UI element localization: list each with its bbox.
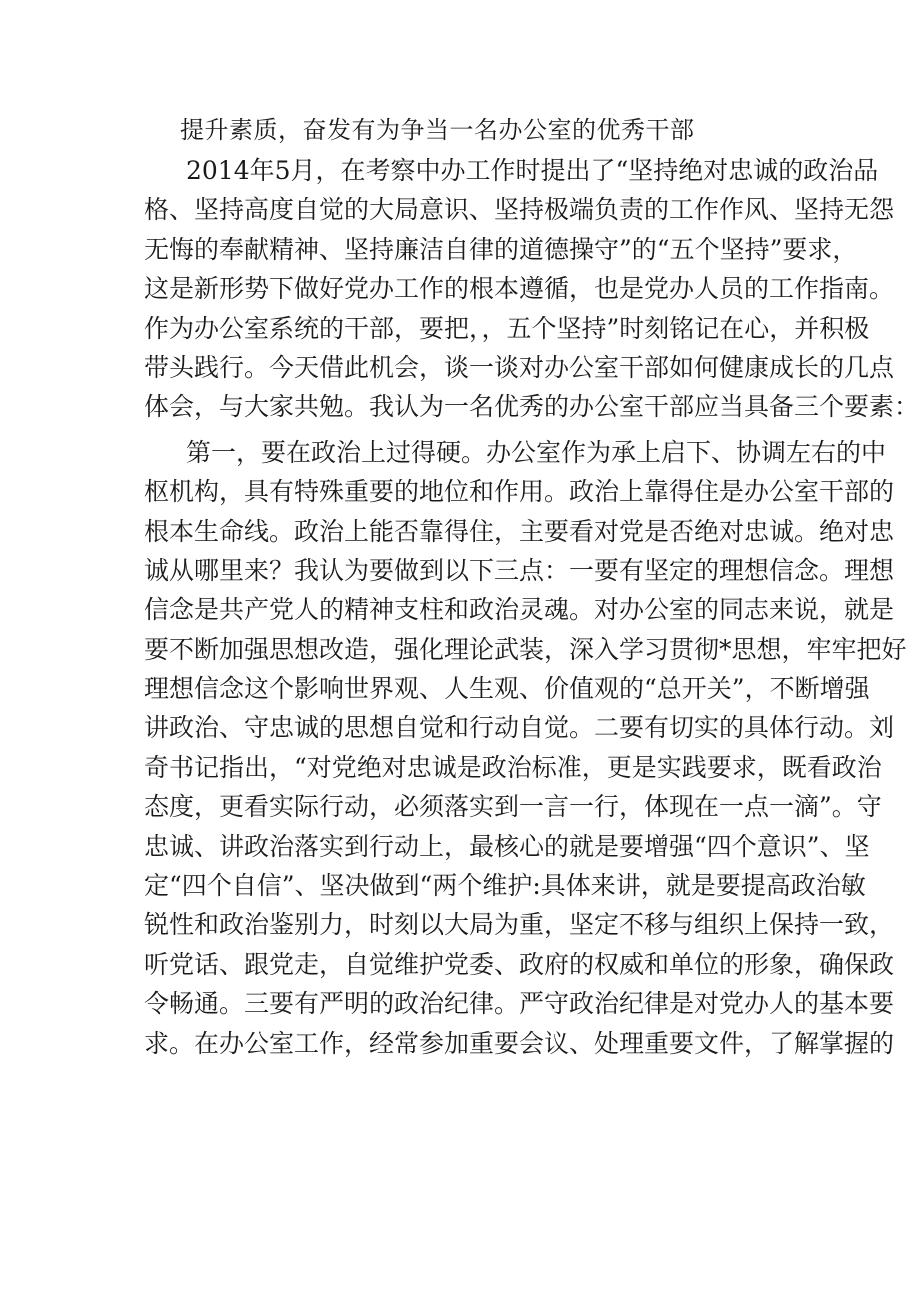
text-line: 诚从哪里来？我认为要做到以下三点：一要有坚定的理想信念。理想 (144, 555, 895, 585)
text-line: 态度，更看实际行动，必须落实到一言一行，体现在一点一滴”。守 (144, 792, 882, 822)
text-line: 2014年5月，在考察中办工作时提出了“坚持绝对忠诚的政治品 (186, 156, 879, 185)
paragraph-first-point (144, 433, 907, 1063)
text-line: 作为办公室系统的干部，要把，，五个坚持”时刻铭记在心，并积极 (144, 313, 870, 343)
text-line: 这是新形势下做好党办工作的根本遵循，也是党办人员的工作指南。 (144, 274, 895, 304)
text-line: 令畅通。三要有严明的政治纪律。严守政治纪律是对党办人的基本要 (144, 989, 895, 1019)
text-line: 第一，要在政治上过得硬。办公室作为承上启下、协调左右的中 (186, 437, 887, 467)
text-line: 忠诚、讲政治落实到行动上，最核心的就是要增强“四个意识”、坚 (144, 831, 870, 861)
text-line: 理想信念这个影响世界观、人生观、价值观的“总开关”，不断增强 (144, 674, 870, 704)
text-line: 根本生命线。政治上能否靠得住，主要看对党是否绝对忠诚。绝对忠 (144, 516, 895, 546)
text-line: 求。在办公室工作，经常参加重要会议、处理重要文件，了解掌握的 (144, 1028, 895, 1058)
text-line: 格、坚持高度自觉的大局意识、坚持极端负责的工作作风、坚持无怨 (144, 195, 895, 225)
document-page (144, 110, 920, 1063)
text-line: 锐性和政治鉴别力，时刻以大局为重，坚定不移与组织上保持一致， (144, 910, 895, 940)
text-line: 听党话、跟党走，自觉维护党委、政府的权威和单位的形象，确保政 (144, 949, 895, 979)
paragraph-intro (144, 151, 920, 427)
text-line: 奇书记指出，“对党绝对忠诚是政治标准，更是实践要求，既看政治 (144, 752, 882, 782)
text-line: 带头践行。今天借此机会，谈一谈对办公室干部如何健康成长的几点 (144, 352, 895, 382)
text-line: 信念是共产党人的精神支柱和政治灵魂。对办公室的同志来说，就是 (144, 595, 895, 625)
text-line: 要不断加强思想改造，强化理论武装，深入学习贯彻*思想，牢牢把好 (144, 634, 907, 664)
document-title: 提升素质，奋发有为争当一名办公室的优秀干部 (180, 116, 695, 144)
text-line: 体会，与大家共勉。我认为一名优秀的办公室干部应当具备三个要素： (144, 392, 920, 422)
text-line: 讲政治、守忠诚的思想自觉和行动自觉。二要有切实的具体行动。刘 (144, 713, 895, 743)
text-line: 无悔的奉献精神、坚持廉洁自律的道德操守”的“五个坚持”要求， (144, 234, 858, 264)
text-line: 定“四个自信”、坚决做到“两个维护:具体来讲，就是要提高政治敏 (144, 871, 866, 901)
text-line: 枢机构，具有特殊重要的地位和作用。政治上靠得住是办公室干部的 (144, 477, 895, 507)
